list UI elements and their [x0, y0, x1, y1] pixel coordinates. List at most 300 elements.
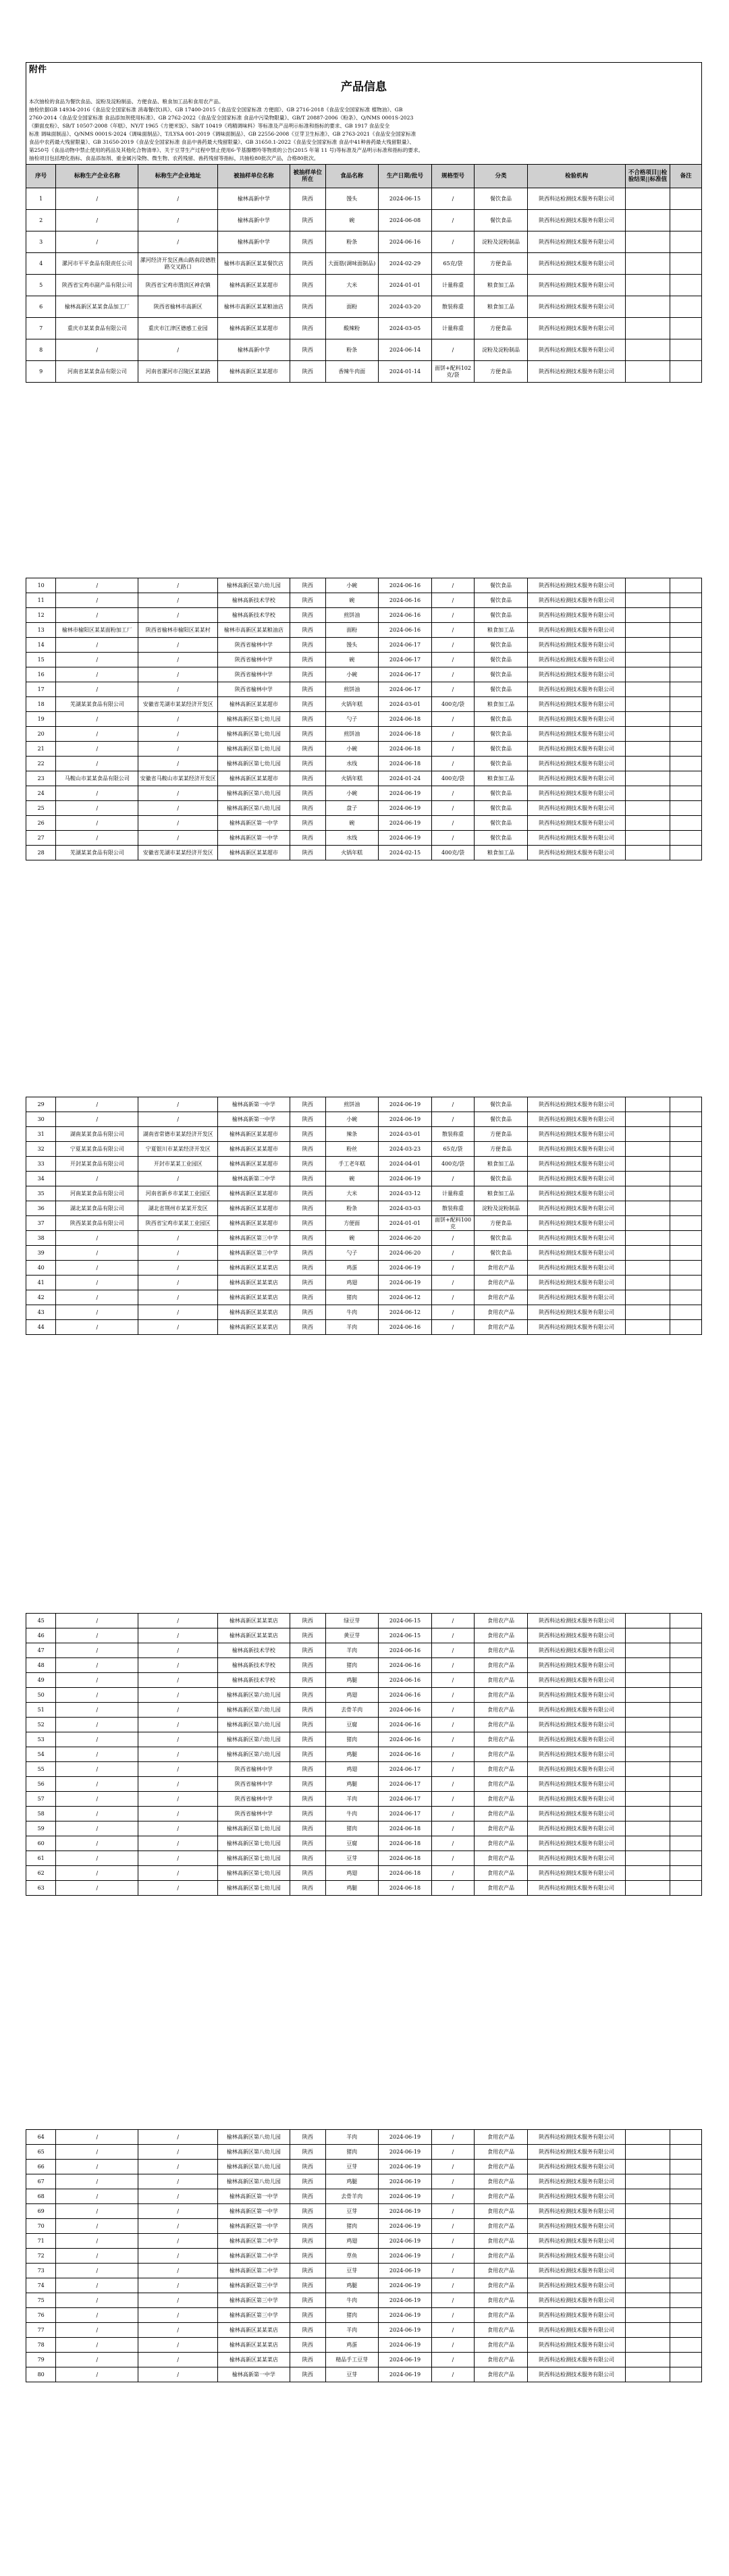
table-cell: 散装称重: [432, 296, 474, 318]
table-cell: [670, 742, 702, 757]
table-cell: 陕西: [290, 1231, 325, 1246]
table-cell: /: [432, 339, 474, 361]
table-cell: 2024-06-17: [378, 1777, 432, 1792]
table-cell: 陕西科达检测技术服务有限公司: [528, 2338, 625, 2353]
table-cell: 宁夏某某食品有限公司: [56, 1142, 138, 1157]
table-row: [26, 1881, 702, 1896]
table-cell: 2024-04-01: [378, 1157, 432, 1172]
table-cell: /: [432, 1718, 474, 1732]
table-cell: [625, 2323, 670, 2338]
table-cell: 去骨羊肉: [325, 1703, 378, 1718]
table-cell: /: [56, 1851, 138, 1866]
table-cell: 鸡翅: [325, 2234, 378, 2249]
table-row: [26, 2219, 702, 2234]
table-cell: 陕西科达检测技术服务有限公司: [528, 1718, 625, 1732]
table-cell: /: [432, 1688, 474, 1703]
table-cell: 食用农产品: [474, 1614, 528, 1628]
table-cell: 400克/袋: [432, 697, 474, 712]
table-cell: 2024-06-19: [378, 2174, 432, 2189]
table-cell: 榆林高新区某某超市: [218, 318, 290, 339]
table-cell: /: [138, 831, 218, 846]
table-cell: 21: [26, 742, 56, 757]
table-row: [26, 1777, 702, 1792]
table-cell: [625, 231, 670, 253]
table-cell: /: [138, 1673, 218, 1688]
intro-line: 《擀面皮粉》、SB/T 10507-2008《年糕》、NY/T 1965《方便米饭》、SB/T 10419《鸡精调味料》等标准及产品明示标准和指标的要求、GB 1917 食品安全: [29, 123, 390, 129]
table-cell: /: [138, 1807, 218, 1821]
table-cell: 食用农产品: [474, 2308, 528, 2323]
table-cell: 2024-06-12: [378, 1290, 432, 1305]
table-cell: 食用农产品: [474, 2264, 528, 2278]
table-cell: 羊肉: [325, 1320, 378, 1335]
table-cell: 盘子: [325, 801, 378, 816]
table-cell: 榆林高新区某某菜店: [218, 2338, 290, 2353]
table-cell: /: [56, 2219, 138, 2234]
table-row: [26, 2264, 702, 2278]
table-cell: 陕西: [290, 1276, 325, 1290]
table-cell: 69: [26, 2204, 56, 2219]
table-row: [26, 188, 702, 210]
table-cell: 榆林高新第一中学: [218, 1112, 290, 1127]
table-cell: 65克/袋: [432, 1142, 474, 1157]
table-cell: 30: [26, 1112, 56, 1127]
table-cell: /: [138, 1614, 218, 1628]
table-cell: 陕西: [290, 1866, 325, 1881]
table-row: [26, 231, 702, 253]
table-cell: /: [138, 2308, 218, 2323]
table-cell: /: [138, 1246, 218, 1261]
table-row: [26, 697, 702, 712]
table-cell: [625, 1186, 670, 1201]
table-cell: 2024-06-16: [378, 1658, 432, 1673]
table-cell: 陕西: [290, 275, 325, 296]
table-cell: [625, 2278, 670, 2293]
table-cell: 陕西科达检测技术服务有限公司: [528, 1643, 625, 1658]
table-row: [26, 2367, 702, 2382]
table-cell: 9: [26, 361, 56, 383]
table-cell: 陕西: [290, 2367, 325, 2382]
table-cell: 陕西科达检测技术服务有限公司: [528, 742, 625, 757]
table-cell: 陕西省宝鸡市某某工业园区: [138, 1216, 218, 1231]
table-cell: 陕西: [290, 1777, 325, 1792]
table-cell: 方便食品: [474, 253, 528, 275]
table-row: [26, 1732, 702, 1747]
table-cell: 陕西省榆林中学: [218, 638, 290, 653]
table-cell: 陕西: [290, 1320, 325, 1335]
table-cell: 2024-06-19: [378, 1112, 432, 1127]
table-cell: [670, 1127, 702, 1142]
table-cell: /: [138, 608, 218, 623]
table-cell: [625, 697, 670, 712]
table-cell: [625, 1747, 670, 1762]
table-cell: 2024-06-17: [378, 682, 432, 697]
table-cell: 榆林高新技术学校: [218, 593, 290, 608]
table-cell: 湖南某某食品有限公司: [56, 1127, 138, 1142]
table-cell: 淀粉及淀粉制品: [474, 231, 528, 253]
table-cell: 陕西: [290, 1172, 325, 1186]
table-cell: 400克/袋: [432, 771, 474, 786]
table-cell: 2024-06-18: [378, 727, 432, 742]
table-cell: 榆林高新第一中学: [218, 2367, 290, 2382]
table-cell: 陕西科达检测技术服务有限公司: [528, 1688, 625, 1703]
table-cell: 2024-06-17: [378, 653, 432, 667]
table-cell: 陕西: [290, 1688, 325, 1703]
table-cell: 陕西: [290, 1246, 325, 1261]
table-cell: /: [138, 1688, 218, 1703]
table-cell: 2024-06-18: [378, 742, 432, 757]
table-cell: 火锅年糕: [325, 697, 378, 712]
table-cell: 榆林市榆阳区某某面粉加工厂: [56, 623, 138, 638]
table-cell: [670, 623, 702, 638]
table-body: [26, 1097, 702, 1335]
table-cell: 榆林高新区第六幼儿园: [218, 1718, 290, 1732]
table-cell: /: [56, 608, 138, 623]
table-cell: 29: [26, 1097, 56, 1112]
table-cell: /: [432, 2293, 474, 2308]
table-cell: 陕西: [290, 771, 325, 786]
table-cell: 陕西某某食品有限公司: [56, 1216, 138, 1231]
table-cell: 食用农产品: [474, 1718, 528, 1732]
table-row: [26, 2278, 702, 2293]
table-cell: 陕西科达检测技术服务有限公司: [528, 1807, 625, 1821]
table-cell: [670, 1216, 702, 1231]
table-cell: /: [138, 638, 218, 653]
table-cell: /: [138, 1821, 218, 1836]
table-cell: 羊肉: [325, 1792, 378, 1807]
table-cell: /: [56, 1320, 138, 1335]
table-cell: 35: [26, 1186, 56, 1201]
table-row: [26, 1851, 702, 1866]
table-row: [26, 1836, 702, 1851]
table-cell: 陕西: [290, 2278, 325, 2293]
table-cell: 2024-06-19: [378, 2338, 432, 2353]
table-cell: 小碗: [325, 742, 378, 757]
column-header: 规格型号: [432, 165, 474, 188]
table-cell: 榆林高新区第三中学: [218, 2278, 290, 2293]
table-cell: 食用农产品: [474, 1747, 528, 1762]
table-cell: /: [138, 1703, 218, 1718]
table-cell: 65克/袋: [432, 253, 474, 275]
table-cell: 2024-06-16: [378, 623, 432, 638]
table-cell: [670, 1628, 702, 1643]
table-cell: 73: [26, 2264, 56, 2278]
table-cell: 13: [26, 623, 56, 638]
table-row: [26, 2234, 702, 2249]
table-cell: [670, 2308, 702, 2323]
table-cell: 计量称重: [432, 275, 474, 296]
table-cell: [625, 1821, 670, 1836]
table-cell: 羊肉: [325, 2323, 378, 2338]
table-cell: [625, 682, 670, 697]
table-row: [26, 2353, 702, 2367]
table-cell: 餐饮食品: [474, 667, 528, 682]
table-cell: 陕西: [290, 623, 325, 638]
column-header: 被抽样单位所在: [290, 165, 325, 188]
table-cell: [670, 801, 702, 816]
table-cell: 陕西: [290, 2308, 325, 2323]
table-cell: 2024-06-16: [378, 1718, 432, 1732]
table-cell: 陕西: [290, 2219, 325, 2234]
table-cell: [670, 1643, 702, 1658]
table-cell: [670, 771, 702, 786]
table-cell: 粉条: [325, 231, 378, 253]
table-cell: /: [432, 593, 474, 608]
table-cell: 榆林高新区第八幼儿园: [218, 2160, 290, 2174]
table-cell: /: [56, 339, 138, 361]
report-page-4: [26, 1613, 702, 1896]
table-cell: [670, 2367, 702, 2382]
table-cell: 淀粉及淀粉制品: [474, 339, 528, 361]
table-row: [26, 801, 702, 816]
table-cell: 方便食品: [474, 1216, 528, 1231]
table-cell: 粉丝: [325, 1142, 378, 1157]
table-cell: 榆林高新技术学校: [218, 1658, 290, 1673]
table-cell: 食用农产品: [474, 2323, 528, 2338]
table-cell: 陕西: [290, 1836, 325, 1851]
table-cell: 勺子: [325, 712, 378, 727]
table-cell: [625, 712, 670, 727]
table-cell: 陕西科达检测技术服务有限公司: [528, 578, 625, 593]
table-cell: 榆林高新区第一中学: [218, 2204, 290, 2219]
table-cell: /: [56, 667, 138, 682]
table-cell: [625, 1276, 670, 1290]
table-cell: /: [432, 2204, 474, 2219]
table-cell: 51: [26, 1703, 56, 1718]
table-cell: [670, 2145, 702, 2160]
table-cell: [625, 1290, 670, 1305]
table-cell: /: [138, 1643, 218, 1658]
table-cell: 陕西: [290, 318, 325, 339]
table-cell: /: [432, 2130, 474, 2145]
table-cell: 400克/袋: [432, 846, 474, 860]
table-cell: 大米: [325, 1186, 378, 1201]
table-cell: 2024-06-19: [378, 786, 432, 801]
table-cell: /: [432, 1792, 474, 1807]
table-cell: /: [432, 608, 474, 623]
table-cell: /: [56, 2160, 138, 2174]
table-cell: 榆林高新技术学校: [218, 1643, 290, 1658]
intro-line: 食品中农药最大残留限量》、GB 31650-2019《食品安全国家标准 食品中兽药最大残留限量》、GB 31650.1-2022《食品安全国家标准 食品中41种兽药最大残留限量》、: [29, 139, 414, 145]
table-cell: 陕西: [290, 1112, 325, 1127]
table-cell: 榆林高新区第一中学: [218, 2189, 290, 2204]
table-cell: /: [432, 1276, 474, 1290]
table-cell: [625, 638, 670, 653]
table-cell: [625, 2204, 670, 2219]
table-row: [26, 1747, 702, 1762]
table-cell: 陕西: [290, 801, 325, 816]
table-cell: 陕西: [290, 2204, 325, 2219]
table-cell: [625, 757, 670, 771]
table-cell: 陕西科达检测技术服务有限公司: [528, 2189, 625, 2204]
table-body: [26, 188, 702, 383]
table-cell: /: [56, 2293, 138, 2308]
table-cell: 食用农产品: [474, 1881, 528, 1896]
table-cell: 2024-06-16: [378, 1673, 432, 1688]
table-row: [26, 786, 702, 801]
table-cell: [670, 697, 702, 712]
table-cell: 食用农产品: [474, 1762, 528, 1777]
table-cell: 56: [26, 1777, 56, 1792]
table-row: [26, 2308, 702, 2323]
table-cell: [625, 2130, 670, 2145]
table-cell: 粮食加工品: [474, 771, 528, 786]
table-cell: 榆林高新区某某菜店: [218, 1628, 290, 1643]
table-row: [26, 1216, 702, 1231]
table-cell: 3: [26, 231, 56, 253]
table-cell: 陕西: [290, 1290, 325, 1305]
table-cell: [625, 188, 670, 210]
table-cell: 陕西科达检测技术服务有限公司: [528, 339, 625, 361]
table-cell: 猪肉: [325, 2219, 378, 2234]
table-cell: 陕西: [290, 2338, 325, 2353]
table-cell: 鸡翅: [325, 1688, 378, 1703]
table-cell: /: [138, 2130, 218, 2145]
table-cell: 陕西: [290, 816, 325, 831]
table-row: [26, 1261, 702, 1276]
table-cell: [670, 1866, 702, 1881]
table-cell: 42: [26, 1290, 56, 1305]
table-cell: 陕西: [290, 1673, 325, 1688]
table-cell: 食用农产品: [474, 1792, 528, 1807]
table-cell: 榆林高新区某某食品加工厂: [56, 296, 138, 318]
table-cell: /: [56, 2353, 138, 2367]
table-cell: [625, 2264, 670, 2278]
table-cell: 陕西省榆林市榆阳区某某村: [138, 623, 218, 638]
table-cell: 榆林高新技术学校: [218, 1673, 290, 1688]
table-cell: /: [56, 2367, 138, 2382]
table-cell: 陕西: [290, 1628, 325, 1643]
table-cell: 小碗: [325, 1112, 378, 1127]
table-row: [26, 1097, 702, 1112]
table-cell: 陕西: [290, 2145, 325, 2160]
table-cell: 食用农产品: [474, 2145, 528, 2160]
table-cell: [625, 816, 670, 831]
table-cell: /: [432, 1881, 474, 1896]
table-cell: /: [138, 1320, 218, 1335]
table-cell: [670, 2278, 702, 2293]
table-cell: [625, 1836, 670, 1851]
table-cell: [670, 2264, 702, 2278]
table-cell: /: [138, 2204, 218, 2219]
table-cell: 陕西: [290, 231, 325, 253]
table-cell: [625, 1807, 670, 1821]
table-row: [26, 2145, 702, 2160]
table-cell: 牛肉: [325, 1807, 378, 1821]
table-cell: 碗: [325, 210, 378, 231]
table-cell: 2024-06-19: [378, 831, 432, 846]
table-cell: 陕西科达检测技术服务有限公司: [528, 1762, 625, 1777]
table-cell: 食用农产品: [474, 1866, 528, 1881]
table-cell: 74: [26, 2278, 56, 2293]
table-cell: 鸡腿: [325, 2278, 378, 2293]
table-cell: 2024-06-16: [378, 608, 432, 623]
table-cell: /: [432, 1097, 474, 1112]
table-cell: [670, 638, 702, 653]
table-cell: 34: [26, 1172, 56, 1186]
table-cell: 陕西: [290, 1881, 325, 1896]
table-cell: 60: [26, 1836, 56, 1851]
table-cell: 2024-02-29: [378, 253, 432, 275]
table-cell: 陕西科达检测技术服务有限公司: [528, 231, 625, 253]
table-cell: [625, 608, 670, 623]
table-cell: 陕西科达检测技术服务有限公司: [528, 2174, 625, 2189]
table-cell: 陕西科达检测技术服务有限公司: [528, 712, 625, 727]
table-cell: [670, 1851, 702, 1866]
table-cell: 2024-03-01: [378, 1127, 432, 1142]
table-cell: [670, 2219, 702, 2234]
table-cell: 食用农产品: [474, 1290, 528, 1305]
table-cell: 陕西科达检测技术服务有限公司: [528, 1305, 625, 1320]
table-cell: 2024-06-20: [378, 1231, 432, 1246]
table-cell: 食用农产品: [474, 2353, 528, 2367]
table-cell: 榆林高新区第一中学: [218, 2219, 290, 2234]
table-cell: /: [56, 1688, 138, 1703]
table-cell: 陕西科达检测技术服务有限公司: [528, 1747, 625, 1762]
table-cell: 榆林高新技术学校: [218, 608, 290, 623]
table-cell: 方便食品: [474, 1142, 528, 1157]
table-cell: 榆林高新区某某菜店: [218, 1305, 290, 1320]
table-cell: 2024-06-19: [378, 2367, 432, 2382]
table-cell: 安徽省马鞍山市某某经济开发区: [138, 771, 218, 786]
table-cell: /: [138, 1792, 218, 1807]
table-cell: /: [432, 231, 474, 253]
table-cell: /: [138, 2367, 218, 2382]
table-cell: 2024-01-01: [378, 275, 432, 296]
table-cell: [625, 2249, 670, 2264]
table-cell: 53: [26, 1732, 56, 1747]
table-cell: /: [56, 1718, 138, 1732]
table-row: [26, 771, 702, 786]
table-cell: 陕西科达检测技术服务有限公司: [528, 816, 625, 831]
table-cell: 59: [26, 1821, 56, 1836]
table-cell: 2024-06-17: [378, 1762, 432, 1777]
intro-line: 第250号《食品动物中禁止使用的药品及其他化合物清单》、关于豆芽生产过程中禁止使用6-苄基腺嘌呤等物质的公告(2015 年第 11 号)等标准及产品明示标准和指标的要求。: [29, 147, 424, 153]
table-cell: 陕西科达检测技术服务有限公司: [528, 1836, 625, 1851]
table-cell: 2024-06-17: [378, 1807, 432, 1821]
table-cell: 榆林高新区第六幼儿园: [218, 1703, 290, 1718]
column-header: 被抽样单位名称: [218, 165, 290, 188]
table-row: [26, 1762, 702, 1777]
table-cell: /: [138, 2264, 218, 2278]
table-cell: [625, 2367, 670, 2382]
table-cell: 食用农产品: [474, 2234, 528, 2249]
table-cell: 餐饮食品: [474, 712, 528, 727]
table-cell: [670, 831, 702, 846]
table-cell: 2024-06-17: [378, 638, 432, 653]
table-cell: 食用农产品: [474, 1320, 528, 1335]
table-cell: 计量称重: [432, 1186, 474, 1201]
table-cell: 2024-03-03: [378, 1201, 432, 1216]
table-cell: [625, 1777, 670, 1792]
table-cell: 2024-06-19: [378, 2278, 432, 2293]
table-cell: 陕西: [290, 831, 325, 846]
table-cell: 44: [26, 1320, 56, 1335]
table-row: [26, 1305, 702, 1320]
table-cell: /: [432, 1246, 474, 1261]
table-cell: [625, 1703, 670, 1718]
table-cell: 散装称重: [432, 1127, 474, 1142]
table-cell: 75: [26, 2293, 56, 2308]
table-cell: 榆林市高新区某某粮油店: [218, 296, 290, 318]
table-cell: /: [138, 1762, 218, 1777]
table-cell: 餐饮食品: [474, 188, 528, 210]
table-cell: [670, 1246, 702, 1261]
table-cell: 陕西: [290, 2353, 325, 2367]
table-cell: 陕西科达检测技术服务有限公司: [528, 1157, 625, 1172]
table-cell: /: [138, 1747, 218, 1762]
table-cell: 65: [26, 2145, 56, 2160]
table-cell: /: [56, 210, 138, 231]
